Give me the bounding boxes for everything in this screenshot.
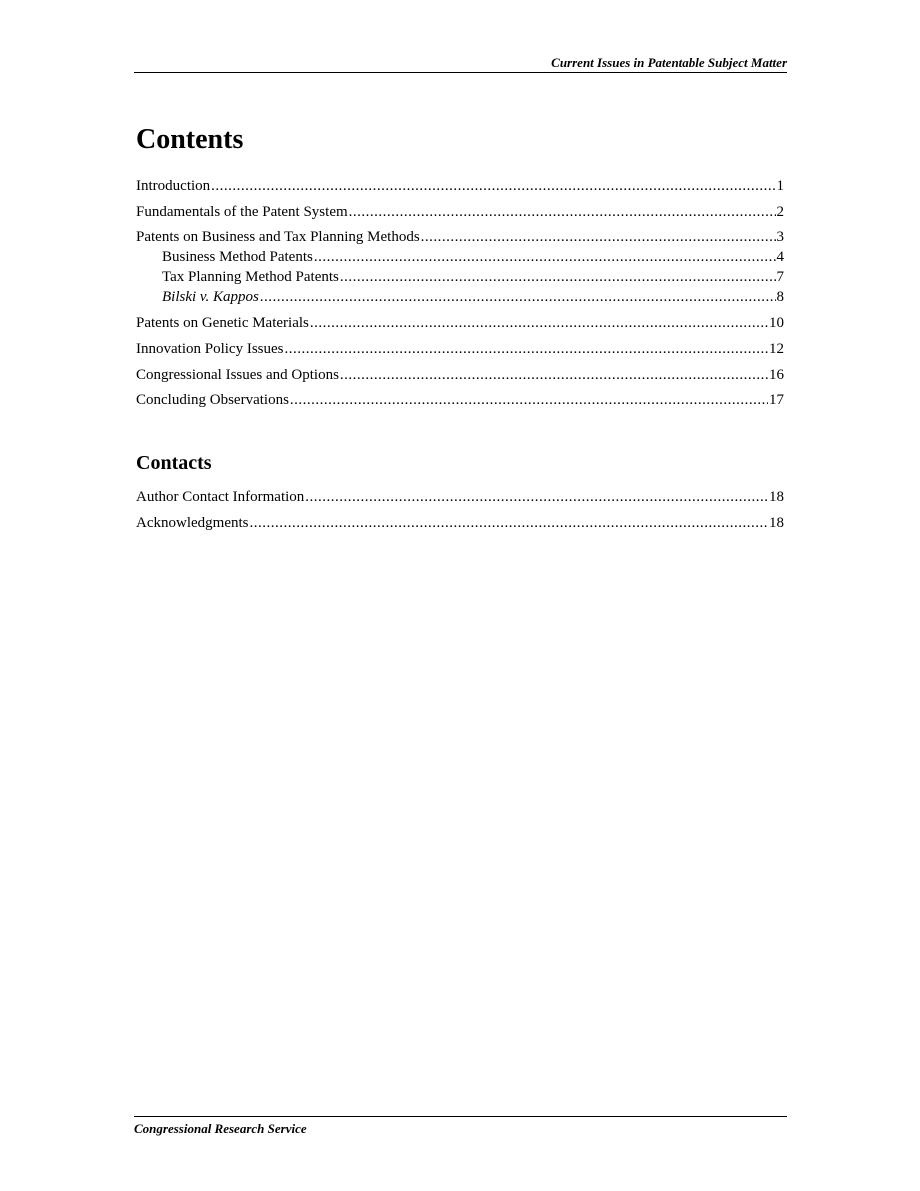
toc-entry-page: 16 [769, 366, 784, 383]
running-header-title: Current Issues in Patentable Subject Matter [551, 55, 787, 70]
contacts-list [136, 487, 784, 538]
toc-entry-page: 7 [776, 268, 784, 285]
contacts-heading: Contacts [136, 452, 212, 474]
toc-entry-page: 4 [776, 249, 784, 266]
running-footer [134, 1116, 787, 1138]
toc-entry-page: 12 [769, 340, 784, 357]
dot-leader [285, 339, 769, 359]
toc-entry-label: Innovation Policy Issues [136, 340, 284, 357]
dot-leader [249, 513, 768, 533]
toc-entry-business-tax-methods[interactable] [136, 227, 784, 247]
toc-entry-label: Congressional Issues and Options [136, 366, 339, 383]
toc-entry-page: 1 [776, 178, 784, 194]
toc-entry-bilski-v-kappos[interactable] [136, 288, 784, 308]
dot-leader [349, 202, 776, 222]
toc-entry-label: Tax Planning Method Patents [162, 268, 339, 285]
dot-leader [340, 268, 776, 288]
dot-leader [314, 248, 776, 268]
toc-entry-page: 10 [769, 315, 784, 332]
toc-entry-author-contact[interactable] [136, 487, 784, 507]
toc-entry-innovation-policy[interactable] [136, 339, 784, 359]
dot-leader [310, 313, 768, 333]
toc-entry-label: Patents on Genetic Materials [136, 315, 309, 332]
contents-heading: Contents [136, 124, 244, 155]
contents-list [136, 176, 784, 416]
toc-entry-page: 3 [776, 229, 784, 246]
toc-entry-tax-planning-patents[interactable] [136, 268, 784, 288]
toc-entry-label: Patents on Business and Tax Planning Methods [136, 229, 420, 246]
footer-publisher: Congressional Research Service [134, 1121, 307, 1136]
toc-entry-label: Fundamentals of the Patent System [136, 203, 348, 220]
toc-entry-business-method-patents[interactable] [136, 248, 784, 268]
toc-entry-page: 17 [769, 392, 784, 409]
toc-entry-label: Introduction [136, 178, 211, 194]
toc-entry-introduction[interactable] [136, 176, 784, 196]
toc-entry-fundamentals[interactable] [136, 202, 784, 222]
toc-entry-concluding-observations[interactable] [136, 390, 784, 410]
dot-leader [305, 487, 768, 507]
dot-leader [340, 365, 768, 385]
dot-leader [260, 288, 776, 308]
toc-entry-page: 2 [776, 203, 784, 220]
dot-leader [290, 390, 768, 410]
toc-entry-label: Bilski v. Kappos [162, 288, 259, 305]
toc-entry-congressional-issues[interactable] [136, 365, 784, 385]
toc-entry-label: Acknowledgments [136, 514, 249, 531]
running-header [134, 54, 787, 73]
dot-leader [421, 227, 776, 247]
toc-entry-genetic-materials[interactable] [136, 313, 784, 333]
toc-entry-page: 8 [776, 288, 784, 305]
toc-entry-acknowledgments[interactable] [136, 513, 784, 533]
toc-entry-label: Business Method Patents [162, 249, 313, 266]
toc-entry-label: Concluding Observations [136, 392, 289, 409]
toc-entry-label: Author Contact Information [136, 489, 305, 505]
dot-leader [211, 176, 775, 196]
toc-entry-page: 18 [769, 514, 784, 531]
toc-entry-page: 18 [769, 489, 784, 505]
